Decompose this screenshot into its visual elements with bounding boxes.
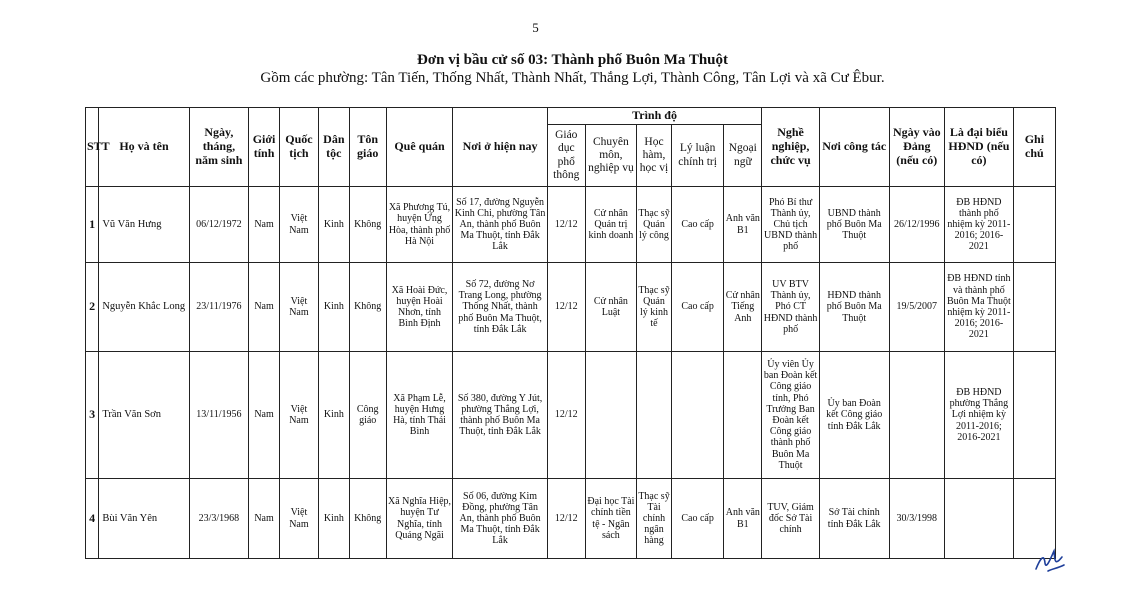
cell-party-date: 30/3/1998 [889,479,944,559]
cell-gender: Nam [249,352,280,479]
cell-dob: 06/12/1972 [189,187,249,263]
header-dob: Ngày, tháng, năm sinh [189,108,249,187]
cell-gender: Nam [249,479,280,559]
table-row [86,187,1056,263]
cell-general-edu: 12/12 [547,187,585,263]
cell-note [1013,263,1055,352]
cell-religion: Công giáo [349,352,386,479]
cell-delegate [945,479,1014,559]
header-degree: Học hàm, học vị [637,125,672,187]
cell-foreign-lang: Anh văn B1 [724,187,762,263]
cell-occupation: UV BTV Thành ủy, Phó CT HĐND thành phố [762,263,819,352]
cell-religion: Không [349,479,386,559]
cell-degree: Thạc sỹ Tài chính ngân hàng [637,479,672,559]
cell-specialty [585,352,636,479]
cell-specialty: Cử nhân Luật [585,263,636,352]
cell-religion: Không [349,263,386,352]
cell-name: Nguyễn Khắc Long [99,263,189,352]
cell-hometown: Xã Phương Tú, huyện Ứng Hòa, thành phố Hà Nội [386,187,453,263]
header-workplace: Nơi công tác [819,108,889,187]
cell-party-date: 26/12/1996 [889,187,944,263]
header-education-group: Trình độ [547,108,762,125]
cell-note [1013,187,1055,263]
cell-residence: Số 06, đường Kim Đồng, phường Tân An, thành phố Buôn Ma Thuột, tỉnh Đắk Lắk [453,479,547,559]
header-stt: STT [86,108,99,187]
cell-foreign-lang: Cử nhân Tiếng Anh [724,263,762,352]
cell-workplace: UBND thành phố Buôn Ma Thuột [819,187,889,263]
page-number: 5 [532,20,539,35]
cell-stt: 2 [86,263,99,352]
cell-dob: 13/11/1956 [189,352,249,479]
cell-delegate: ĐB HĐND tỉnh và thành phố Buôn Ma Thuột nhiệm kỳ 2011-2016; 2016-2021 [945,263,1014,352]
cell-nationality: Việt Nam [279,479,318,559]
cell-general-edu: 12/12 [547,263,585,352]
cell-ethnicity: Kinh [318,352,349,479]
document-subtitle: Gồm các phường: Tân Tiến, Thống Nhất, Thành Nhất, Thắng Lợi, Thành Công, Tân Lợi và xã Cư Êbur. [260,70,885,86]
cell-general-edu: 12/12 [547,479,585,559]
cell-workplace: HĐND thành phố Buôn Ma Thuột [819,263,889,352]
cell-nationality: Việt Nam [279,187,318,263]
cell-delegate: ĐB HĐND thành phố nhiệm kỳ 2011-2016; 2016-2021 [945,187,1014,263]
cell-hometown: Xã Hoài Đức, huyện Hoài Nhơn, tỉnh Bình Định [386,263,453,352]
cell-occupation: Ủy viên Ủy ban Đoàn kết Công giáo tỉnh, Phó Trưởng Ban Đoàn kết Công giáo thành phố Buôn Ma Thuột [762,352,819,479]
cell-gender: Nam [249,263,280,352]
cell-workplace: Sở Tài chính tỉnh Đắk Lắk [819,479,889,559]
cell-occupation: TUV, Giám đốc Sở Tài chính [762,479,819,559]
header-note: Ghi chú [1013,108,1055,187]
cell-degree: Thạc sỹ Quản lý công [637,187,672,263]
cell-dob: 23/3/1968 [189,479,249,559]
cell-specialty: Cử nhân Quản trị kinh doanh [585,187,636,263]
header-ethnicity: Dân tộc [318,108,349,187]
cell-dob: 23/11/1976 [189,263,249,352]
cell-nationality: Việt Nam [279,263,318,352]
header-specialty: Chuyên môn, nghiệp vụ [585,125,636,187]
header-nationality: Quốc tịch [279,108,318,187]
header-political-theory: Lý luận chính trị [671,125,723,187]
cell-religion: Không [349,187,386,263]
cell-note [1013,352,1055,479]
table-row [86,479,1056,559]
cell-stt: 1 [86,187,99,263]
cell-gender: Nam [249,187,280,263]
candidate-table [85,107,1056,559]
cell-workplace: Ủy ban Đoàn kết Công giáo tỉnh Đắk Lắk [819,352,889,479]
cell-delegate: ĐB HĐND phường Thắng Lợi nhiệm kỳ 2011-2016; 2016-2021 [945,352,1014,479]
cell-name: Bùi Văn Yên [99,479,189,559]
cell-specialty: Đại học Tài chính tiền tệ - Ngân sách [585,479,636,559]
document-title: Đơn vị bầu cử số 03: Thành phố Buôn Ma Thuột [416,52,729,68]
cell-political-theory: Cao cấp [671,187,723,263]
cell-party-date [889,352,944,479]
cell-political-theory: Cao cấp [671,263,723,352]
cell-nationality: Việt Nam [279,352,318,479]
cell-ethnicity: Kinh [318,263,349,352]
cell-hometown: Xã Phạm Lễ, huyện Hưng Hà, tỉnh Thái Bình [386,352,453,479]
cell-residence: Số 17, đường Nguyễn Kinh Chi, phường Tân An, thành phố Buôn Ma Thuột, tỉnh Đắk Lắk [453,187,547,263]
header-delegate: Là đại biểu HĐND (nếu có) [945,108,1014,187]
header-occupation: Nghề nghiệp, chức vụ [762,108,819,187]
cell-party-date: 19/5/2007 [889,263,944,352]
header-hometown: Quê quán [386,108,453,187]
signature-mark [1032,545,1066,575]
cell-name: Trần Văn Sơn [99,352,189,479]
cell-political-theory: Cao cấp [671,479,723,559]
cell-hometown: Xã Nghĩa Hiệp, huyện Tư Nghĩa, tỉnh Quảng Ngãi [386,479,453,559]
cell-general-edu: 12/12 [547,352,585,479]
header-name: Họ và tên [99,108,189,187]
cell-ethnicity: Kinh [318,187,349,263]
table-row [86,263,1056,352]
cell-degree: Thạc sỹ Quản lý kinh tế [637,263,672,352]
cell-residence: Số 380, đường Y Jút, phường Thắng Lợi, thành phố Buôn Ma Thuột, tỉnh Đắk Lắk [453,352,547,479]
cell-occupation: Phó Bí thư Thành ủy, Chủ tịch UBND thành phố [762,187,819,263]
header-religion: Tôn giáo [349,108,386,187]
cell-degree [637,352,672,479]
header-residence: Nơi ở hiện nay [453,108,547,187]
cell-stt: 3 [86,352,99,479]
table-row [86,352,1056,479]
header-general-edu: Giáo dục phổ thông [547,125,585,187]
header-party-date: Ngày vào Đảng (nếu có) [889,108,944,187]
cell-foreign-lang [724,352,762,479]
cell-name: Vũ Văn Hưng [99,187,189,263]
cell-foreign-lang: Anh văn B1 [724,479,762,559]
header-gender: Giới tính [249,108,280,187]
cell-political-theory [671,352,723,479]
cell-ethnicity: Kinh [318,479,349,559]
cell-stt: 4 [86,479,99,559]
header-foreign-lang: Ngoại ngữ [724,125,762,187]
cell-residence: Số 72, đường Nơ Trang Long, phường Thống Nhất, thành phố Buôn Ma Thuột, tỉnh Đắk Lắk [453,263,547,352]
